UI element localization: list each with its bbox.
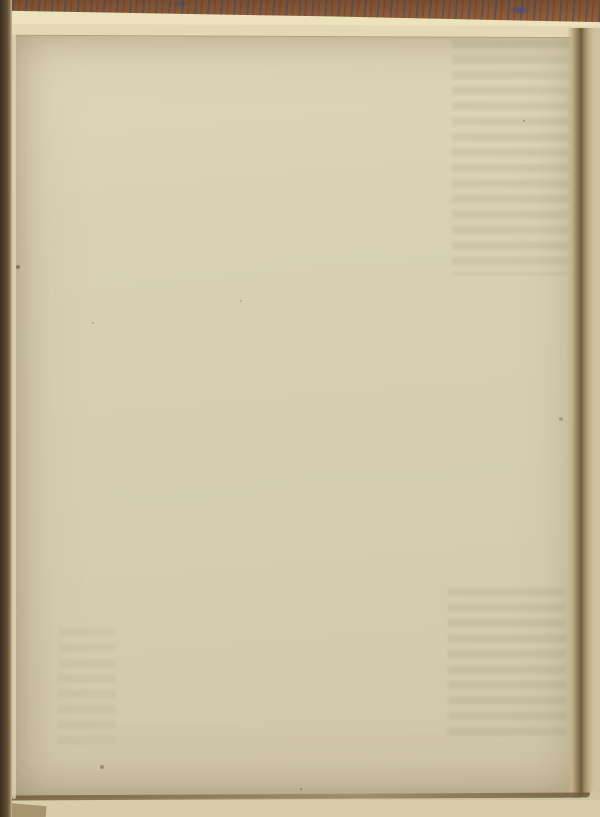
verse-text-area — [45, 0, 555, 817]
binding-gutter — [0, 0, 12, 817]
page-edge-top-inner — [8, 24, 598, 39]
gutter-highlight — [12, 30, 16, 799]
pages-below-strip — [0, 800, 600, 817]
page-edge-right — [562, 28, 600, 798]
